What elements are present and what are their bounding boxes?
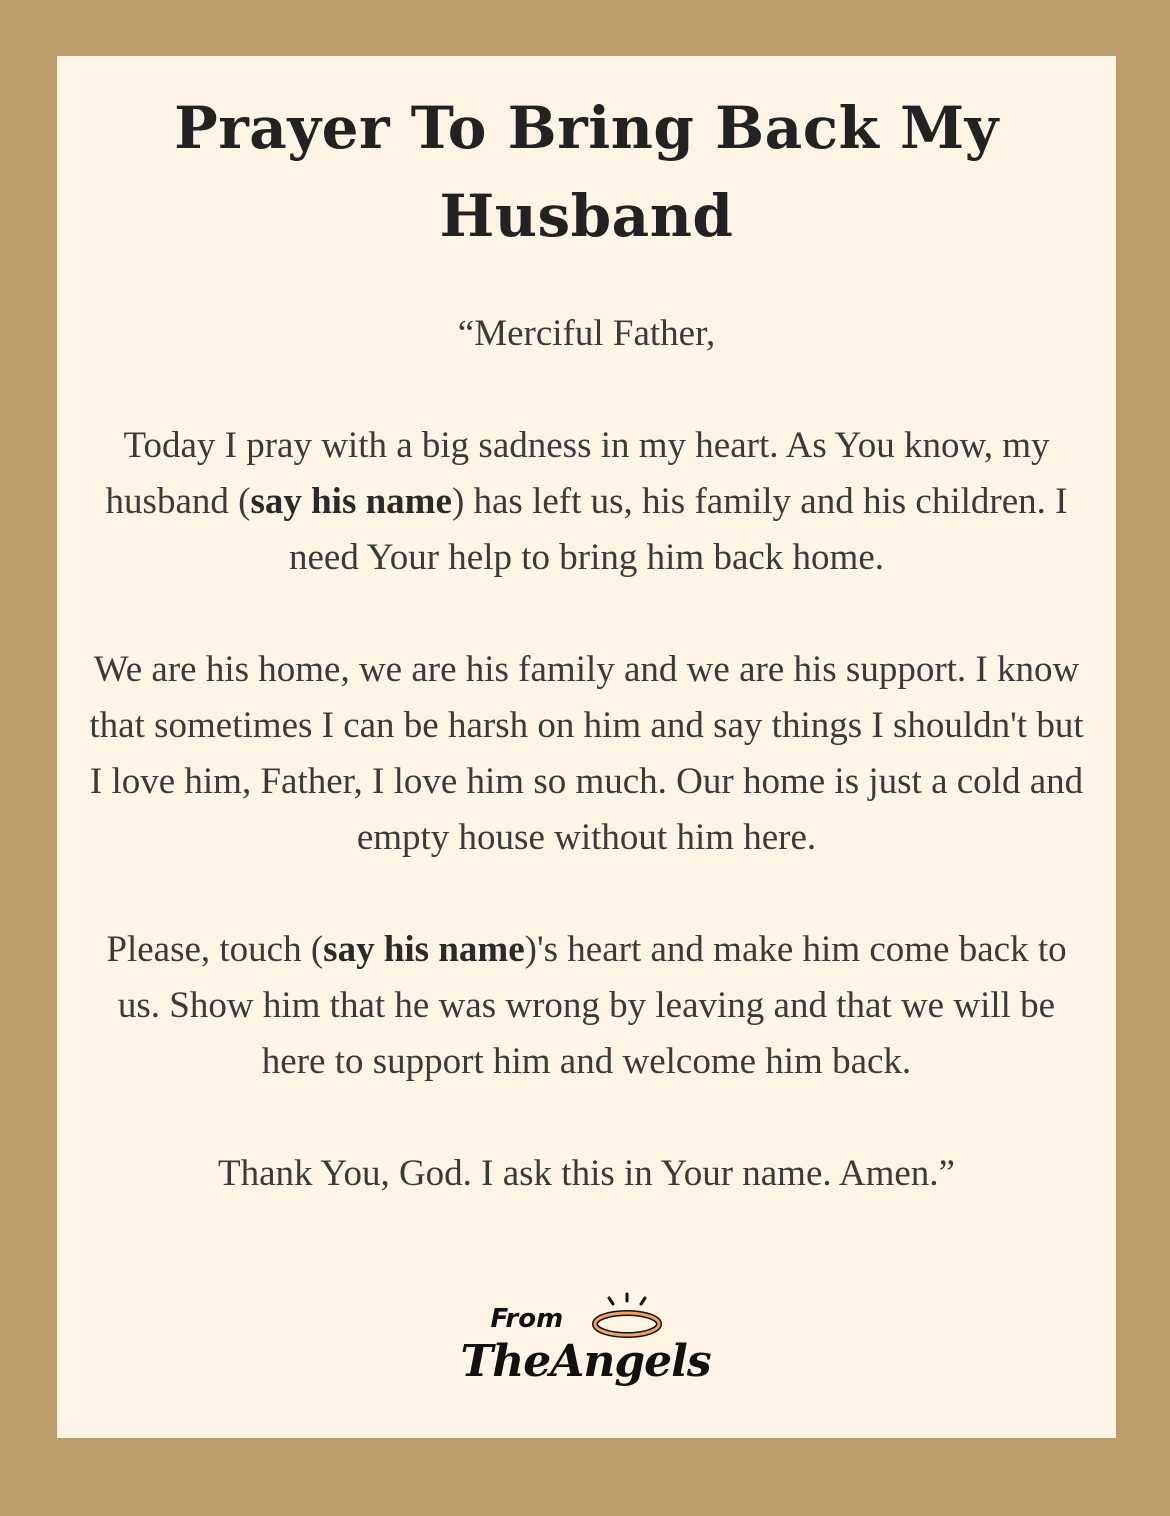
salutation: “Merciful Father, <box>457 313 716 354</box>
say-his-name-1: say his name <box>250 481 452 522</box>
paragraph-3-start: Please, touch ( <box>106 929 324 970</box>
prayer-card <box>57 56 1116 1438</box>
logo-from-text: From <box>490 1304 564 1334</box>
paragraph-1 <box>87 418 1086 586</box>
say-his-name-2: say his name <box>323 929 525 970</box>
paragraph-3-end: )'s heart and make him come back to us. Show him that he was wrong by leaving and that we will be here to support him and welcome him back. <box>117 929 1067 1082</box>
paragraph-1-end: ) has left us, his family and his children. I need Your help to bring him back home. <box>289 481 1068 578</box>
paragraph-1-start: Today I pray with a big sadness in my heart. As You know, my husband ( <box>105 425 1050 522</box>
logo-wrapper <box>457 1292 717 1402</box>
from-the-angels-logo <box>57 1292 1116 1402</box>
logo-the-angels-text: TheAngels <box>460 1336 711 1387</box>
paragraph-2: We are his home, we are his family and we are his support. I know that sometimes I can be harsh on him and say things I shouldn't but I love him, Father, I love him so much. Our home is just a cold and empty house without him here. <box>89 649 1084 858</box>
prayer-body <box>87 306 1086 1202</box>
closing-line: Thank You, God. I ask this in Your name. Amen.” <box>218 1153 955 1194</box>
prayer-title: Prayer To Bring Back My Husband <box>174 94 999 250</box>
paragraph-3 <box>87 922 1086 1090</box>
